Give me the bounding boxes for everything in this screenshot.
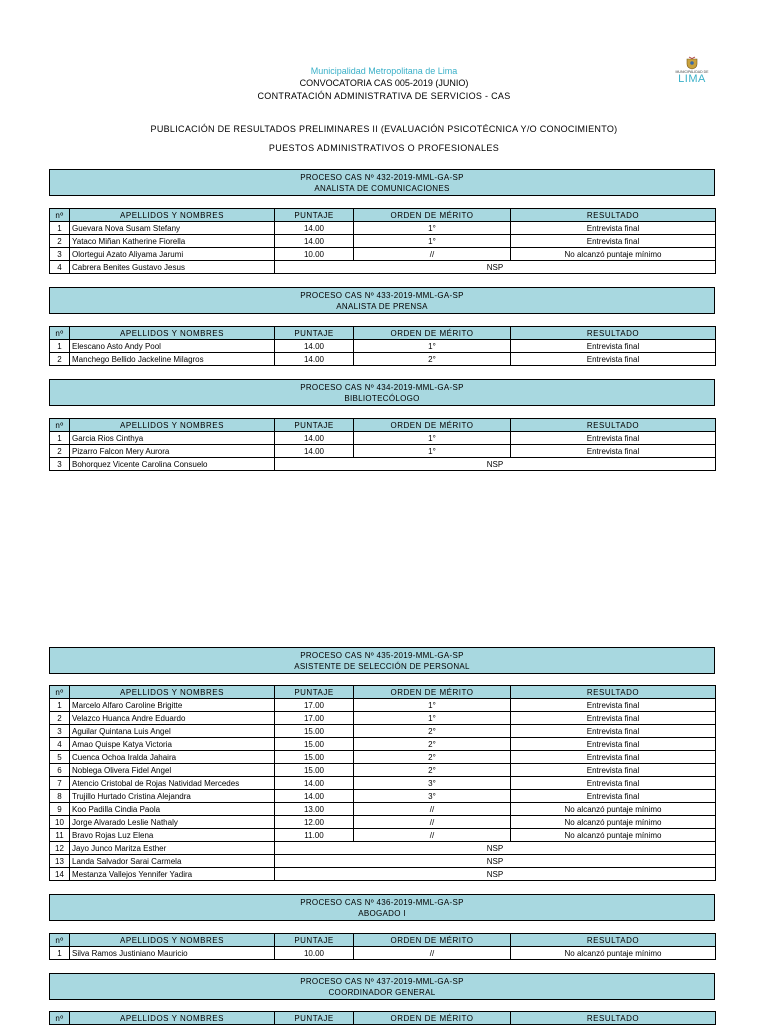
row-number: 2 [50, 353, 70, 366]
row-number: 2 [50, 235, 70, 248]
table-row [50, 699, 716, 712]
score-cell: 15.00 [275, 751, 354, 764]
coat-of-arms-icon [684, 56, 700, 70]
table-row [50, 790, 716, 803]
col-header-result: RESULTADO [511, 686, 716, 699]
applicant-name: Atencio Cristobal de Rojas Natividad Mercedes [70, 777, 275, 790]
process-code: PROCESO CAS Nº 437-2019-MML-GA-SP [300, 977, 464, 986]
row-number: 1 [50, 222, 70, 235]
table-row [50, 816, 716, 829]
row-number: 1 [50, 947, 70, 960]
col-header-n: nº [50, 686, 70, 699]
col-header-name: APELLIDOS Y NOMBRES [70, 209, 275, 222]
score-cell: 14.00 [275, 790, 354, 803]
result-cell: Entrevista final [511, 432, 716, 445]
row-number: 5 [50, 751, 70, 764]
score-cell: 17.00 [275, 699, 354, 712]
col-header-name: APELLIDOS Y NOMBRES [70, 686, 275, 699]
row-number: 3 [50, 248, 70, 261]
row-number: 2 [50, 712, 70, 725]
col-header-result: RESULTADO [511, 327, 716, 340]
applicant-name: Yataco Miñan Katherine Fiorella [70, 235, 275, 248]
row-number: 1 [50, 432, 70, 445]
result-cell: Entrevista final [511, 764, 716, 777]
col-header-order: ORDEN DE MÉRITO [354, 934, 511, 947]
applicant-name: Manchego Bellido Jackeline Milagros [70, 353, 275, 366]
applicant-name: Cabrera Benites Gustavo Jesus [70, 261, 275, 274]
row-number: 8 [50, 790, 70, 803]
score-cell: 17.00 [275, 712, 354, 725]
nsp-cell: NSP [275, 868, 716, 881]
process-position: COORDINADOR GENERAL [328, 988, 436, 997]
col-header-order: ORDEN DE MÉRITO [354, 419, 511, 432]
score-cell: 11.00 [275, 829, 354, 842]
merit-order-cell: 1° [354, 432, 511, 445]
applicant-name: Aguilar Quintana Luis Angel [70, 725, 275, 738]
merit-order-cell: // [354, 829, 511, 842]
col-header-score: PUNTAJE [275, 419, 354, 432]
logo-top-text: MUNICIPALIDAD DE [675, 70, 709, 74]
merit-order-cell: 2° [354, 751, 511, 764]
row-number: 2 [50, 445, 70, 458]
col-header-n: nº [50, 934, 70, 947]
table-row [50, 445, 716, 458]
result-cell: Entrevista final [511, 790, 716, 803]
row-number: 4 [50, 738, 70, 751]
table-row [50, 222, 716, 235]
process-position: ABOGADO I [358, 909, 406, 918]
nsp-cell: NSP [275, 458, 716, 471]
results-table [49, 685, 716, 881]
merit-order-cell: 1° [354, 699, 511, 712]
merit-order-cell: 2° [354, 353, 511, 366]
applicant-name: Trujillo Hurtado Cristina Alejandra [70, 790, 275, 803]
table-row [50, 829, 716, 842]
table-header-row [50, 686, 716, 699]
merit-order-cell: 1° [354, 235, 511, 248]
score-cell: 15.00 [275, 725, 354, 738]
merit-order-cell: 1° [354, 712, 511, 725]
result-cell: No alcanzó puntaje mínimo [511, 248, 716, 261]
col-header-score: PUNTAJE [275, 686, 354, 699]
table-row [50, 353, 716, 366]
table-row [50, 803, 716, 816]
row-number: 12 [50, 842, 70, 855]
col-header-n: nº [50, 209, 70, 222]
applicant-name: Jayo Junco Maritza Esther [70, 842, 275, 855]
applicant-name: Velazco Huanca Andre Eduardo [70, 712, 275, 725]
row-number: 9 [50, 803, 70, 816]
table-header-row [50, 327, 716, 340]
results-table [49, 208, 716, 274]
row-number: 14 [50, 868, 70, 881]
col-header-name: APELLIDOS Y NOMBRES [70, 934, 275, 947]
table-row [50, 855, 716, 868]
row-number: 10 [50, 816, 70, 829]
contratacion-title: CONTRATACIÓN ADMINISTRATIVA DE SERVICIOS - CAS [257, 91, 511, 101]
nsp-cell: NSP [275, 842, 716, 855]
table-row [50, 248, 716, 261]
applicant-name: Elescano Asto Andy Pool [70, 340, 275, 353]
score-cell: 13.00 [275, 803, 354, 816]
row-number: 11 [50, 829, 70, 842]
logo-lima-text: LIMA [678, 73, 706, 85]
result-cell: Entrevista final [511, 445, 716, 458]
table-row [50, 751, 716, 764]
result-cell: Entrevista final [511, 353, 716, 366]
applicant-name: Bravo Rojas Luz Elena [70, 829, 275, 842]
merit-order-cell: 1° [354, 445, 511, 458]
puestos-subtitle: PUESTOS ADMINISTRATIVOS O PROFESIONALES [268, 143, 500, 153]
table-row [50, 764, 716, 777]
result-cell: Entrevista final [511, 751, 716, 764]
score-cell: 14.00 [275, 777, 354, 790]
merit-order-cell: 2° [354, 764, 511, 777]
applicant-name: Guevara Nova Susam Stefany [70, 222, 275, 235]
result-cell: Entrevista final [511, 222, 716, 235]
process-code: PROCESO CAS Nº 433-2019-MML-GA-SP [300, 291, 464, 300]
merit-order-cell: 3° [354, 777, 511, 790]
table-header-row [50, 419, 716, 432]
result-cell: Entrevista final [511, 777, 716, 790]
result-cell: Entrevista final [511, 712, 716, 725]
table-header-row [50, 1012, 716, 1025]
table-row [50, 340, 716, 353]
row-number: 7 [50, 777, 70, 790]
result-cell: Entrevista final [511, 725, 716, 738]
table-row [50, 712, 716, 725]
merit-order-cell: // [354, 803, 511, 816]
row-number: 3 [50, 458, 70, 471]
process-header [49, 287, 715, 314]
row-number: 13 [50, 855, 70, 868]
process-position: BIBLIOTECÓLOGO [344, 394, 420, 403]
table-row [50, 432, 716, 445]
col-header-score: PUNTAJE [275, 327, 354, 340]
process-code: PROCESO CAS Nº 432-2019-MML-GA-SP [300, 173, 464, 182]
process-position: ASISTENTE DE SELECCIÓN DE PERSONAL [294, 662, 470, 671]
applicant-name: Noblega Olivera Fidel Angel [70, 764, 275, 777]
nsp-cell: NSP [275, 261, 716, 274]
applicant-name: Mestanza Vallejos Yennifer Yadira [70, 868, 275, 881]
col-header-order: ORDEN DE MÉRITO [354, 1012, 511, 1025]
table-row [50, 458, 716, 471]
col-header-result: RESULTADO [511, 419, 716, 432]
table-row [50, 947, 716, 960]
col-header-order: ORDEN DE MÉRITO [354, 686, 511, 699]
merit-order-cell: // [354, 947, 511, 960]
applicant-name: Koo Padilla Cindia Paola [70, 803, 275, 816]
publication-title: PUBLICACIÓN DE RESULTADOS PRELIMINARES II (EVALUACIÓN PSICOTÉCNICA Y/O CONOCIMIENTO) [150, 124, 618, 134]
table-row [50, 235, 716, 248]
col-header-name: APELLIDOS Y NOMBRES [70, 327, 275, 340]
process-header [49, 379, 715, 406]
row-number: 6 [50, 764, 70, 777]
merit-order-cell: 3° [354, 790, 511, 803]
result-cell: No alcanzó puntaje mínimo [511, 803, 716, 816]
applicant-name: Silva Ramos Justiniano Mauricio [70, 947, 275, 960]
merit-order-cell: 2° [354, 725, 511, 738]
table-header-row [50, 934, 716, 947]
process-code: PROCESO CAS Nº 435-2019-MML-GA-SP [300, 651, 464, 660]
col-header-score: PUNTAJE [275, 209, 354, 222]
result-cell: No alcanzó puntaje mínimo [511, 829, 716, 842]
table-row [50, 261, 716, 274]
municipality-name: Municipalidad Metropolitana de Lima [310, 66, 458, 76]
merit-order-cell: // [354, 816, 511, 829]
score-cell: 14.00 [275, 353, 354, 366]
row-number: 1 [50, 340, 70, 353]
score-cell: 14.00 [275, 222, 354, 235]
col-header-n: nº [50, 1012, 70, 1025]
score-cell: 14.00 [275, 445, 354, 458]
applicant-name: Marcelo Alfaro Caroline Brigitte [70, 699, 275, 712]
process-header [49, 973, 715, 1000]
table-header-row [50, 209, 716, 222]
applicant-name: Cuenca Ochoa Iralda Jahaira [70, 751, 275, 764]
score-cell: 12.00 [275, 816, 354, 829]
result-cell: Entrevista final [511, 699, 716, 712]
score-cell: 14.00 [275, 235, 354, 248]
score-cell: 10.00 [275, 248, 354, 261]
row-number: 1 [50, 699, 70, 712]
col-header-n: nº [50, 419, 70, 432]
applicant-name: Olortegui Azato Aliyama Jarumi [70, 248, 275, 261]
col-header-order: ORDEN DE MÉRITO [354, 209, 511, 222]
table-row [50, 842, 716, 855]
table-row [50, 738, 716, 751]
process-position: ANALISTA DE COMUNICACIONES [314, 184, 450, 193]
nsp-cell: NSP [275, 855, 716, 868]
process-header [49, 894, 715, 921]
col-header-score: PUNTAJE [275, 1012, 354, 1025]
col-header-result: RESULTADO [511, 1012, 716, 1025]
applicant-name: Garcia Rios Cinthya [70, 432, 275, 445]
result-cell: Entrevista final [511, 340, 716, 353]
result-cell: Entrevista final [511, 235, 716, 248]
applicant-name: Amao Quispe Katya Victoria [70, 738, 275, 751]
row-number: 4 [50, 261, 70, 274]
result-cell: No alcanzó puntaje mínimo [511, 816, 716, 829]
process-code: PROCESO CAS Nº 434-2019-MML-GA-SP [300, 383, 464, 392]
col-header-result: RESULTADO [511, 209, 716, 222]
result-cell: No alcanzó puntaje mínimo [511, 947, 716, 960]
process-code: PROCESO CAS Nº 436-2019-MML-GA-SP [300, 898, 464, 907]
merit-order-cell: 1° [354, 222, 511, 235]
merit-order-cell: 2° [354, 738, 511, 751]
table-row [50, 725, 716, 738]
table-row [50, 777, 716, 790]
score-cell: 15.00 [275, 764, 354, 777]
result-cell: Entrevista final [511, 738, 716, 751]
results-table [49, 418, 716, 471]
applicant-name: Landa Salvador Sarai Carmela [70, 855, 275, 868]
col-header-score: PUNTAJE [275, 934, 354, 947]
table-row [50, 868, 716, 881]
process-header [49, 169, 715, 196]
score-cell: 10.00 [275, 947, 354, 960]
col-header-order: ORDEN DE MÉRITO [354, 327, 511, 340]
results-table [49, 326, 716, 366]
process-header [49, 647, 715, 674]
score-cell: 14.00 [275, 432, 354, 445]
applicant-name: Pizarro Falcon Mery Aurora [70, 445, 275, 458]
row-number: 3 [50, 725, 70, 738]
lima-logo [674, 56, 710, 85]
results-table [49, 933, 716, 960]
merit-order-cell: 1° [354, 340, 511, 353]
merit-order-cell: // [354, 248, 511, 261]
convocatoria-title: CONVOCATORIA CAS 005-2019 (JUNIO) [299, 78, 469, 88]
score-cell: 15.00 [275, 738, 354, 751]
col-header-n: nº [50, 327, 70, 340]
score-cell: 14.00 [275, 340, 354, 353]
col-header-name: APELLIDOS Y NOMBRES [70, 419, 275, 432]
col-header-name: APELLIDOS Y NOMBRES [70, 1012, 275, 1025]
applicant-name: Jorge Alvarado Leslie Nathaly [70, 816, 275, 829]
process-position: ANALISTA DE PRENSA [336, 302, 428, 311]
results-table [49, 1011, 716, 1025]
applicant-name: Bohorquez Vicente Carolina Consuelo [70, 458, 275, 471]
col-header-result: RESULTADO [511, 934, 716, 947]
